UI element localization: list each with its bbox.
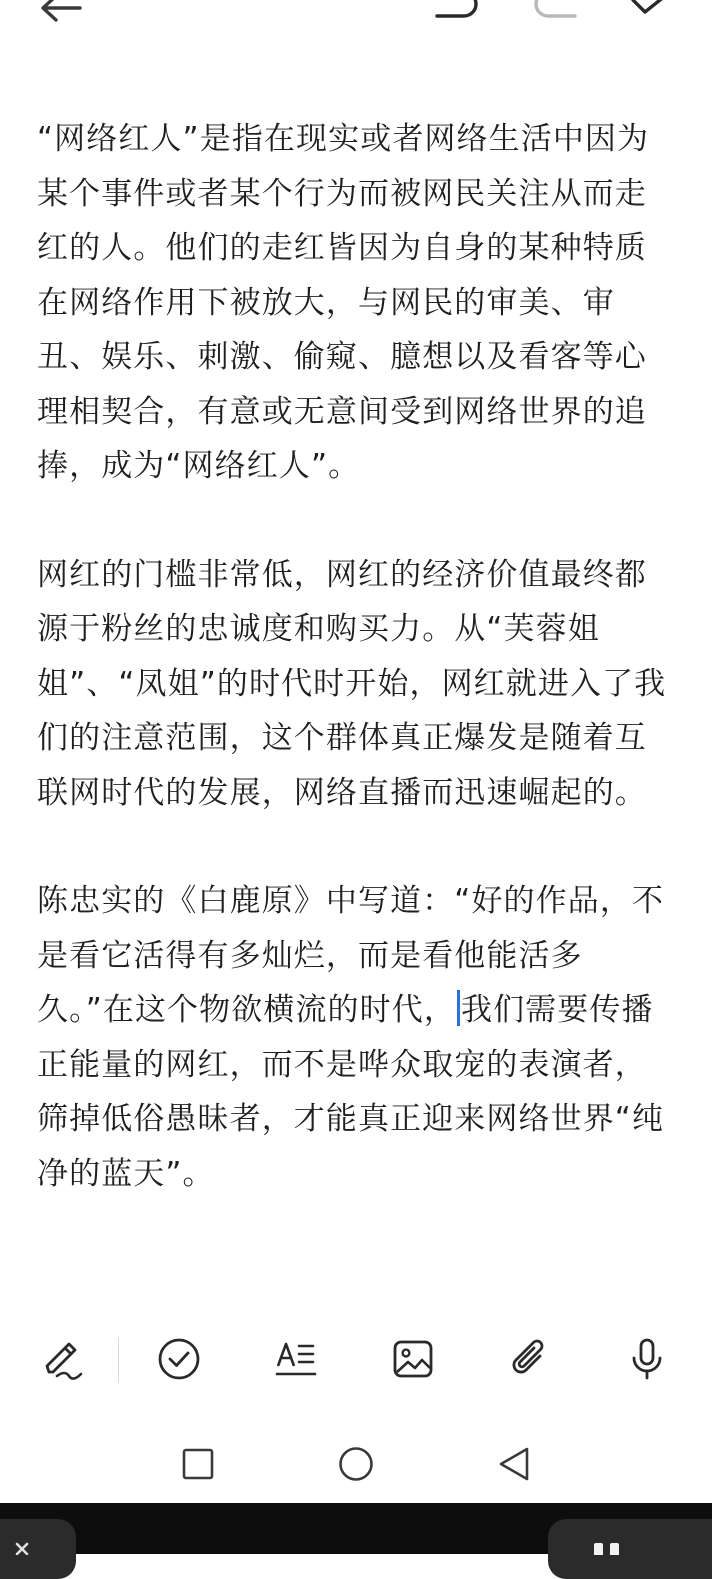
top-bar [0,0,712,40]
image-icon [390,1336,436,1382]
text-format-button[interactable] [272,1335,320,1383]
pause-icon[interactable] [592,1541,626,1555]
pen-button[interactable] [38,1335,86,1383]
overlay-left-pill [0,1519,76,1579]
note-paragraph-3[interactable] [37,874,677,1201]
undo-icon[interactable] [434,0,480,22]
note-editor[interactable] [37,112,677,1201]
text-format-icon [273,1336,319,1382]
bottom-overlay-strip [0,1503,712,1554]
check-icon[interactable] [630,0,674,22]
redo-icon[interactable] [532,0,578,22]
recent-apps-button[interactable] [176,1442,220,1486]
voice-input-button[interactable] [623,1335,671,1383]
recent-apps-icon [180,1446,216,1482]
attachment-button[interactable] [506,1335,554,1383]
note-paragraph-1[interactable]: “网络红人”是指在现实或者网络生活中因为某个事件或者某个行为而被网民关注从而走红的人。他们的走红皆因为自身的某种特质在网络作用下被放大，与网民的审美、审丑、娱乐、刺激、偷窥、臆想以及看客等心理相契合，有意或无意间受到网络世界的追捧，成为“网络红人”。 [37,121,650,484]
back-button[interactable] [492,1442,536,1486]
close-icon[interactable] [14,1541,36,1555]
home-icon [337,1445,375,1483]
text-cursor [457,990,460,1026]
note-paragraph-3-after-caret: 我们需要传播正能量的网红，而不是哗众取宠的表演者，筛掉低俗愚昧者，才能真正迎来网络世界“纯净的蓝天”。 [37,992,665,1192]
back-arrow-icon[interactable] [38,0,82,26]
checklist-button[interactable] [155,1335,203,1383]
overlay-right-pill [548,1519,712,1579]
checklist-icon [156,1336,202,1382]
editing-toolbar [0,1325,712,1395]
back-icon [496,1445,532,1483]
note-paragraph-3-before-caret: 陈忠实的《白鹿原》中写道：“好的作品，不是看它活得有多灿烂，而是看他能活多久。”在这个物欲横流的时代， [37,883,665,1028]
home-button[interactable] [334,1442,378,1486]
pen-icon [39,1336,85,1382]
system-nav-bar [0,1430,712,1500]
image-button[interactable] [389,1335,437,1383]
note-paragraph-2[interactable]: 网红的门槛非常低，网红的经济价值最终都源于粉丝的忠诚度和购买力。从“芙蓉姐姐”、“凤姐”的时代时开始，网红就进入了我们的注意范围，这个群体真正爆发是随着互联网时代的发展，网络直播而迅速崛起的。 [37,556,667,811]
toolbar-divider [118,1337,119,1383]
attachment-icon [507,1336,553,1382]
microphone-icon [624,1336,670,1382]
